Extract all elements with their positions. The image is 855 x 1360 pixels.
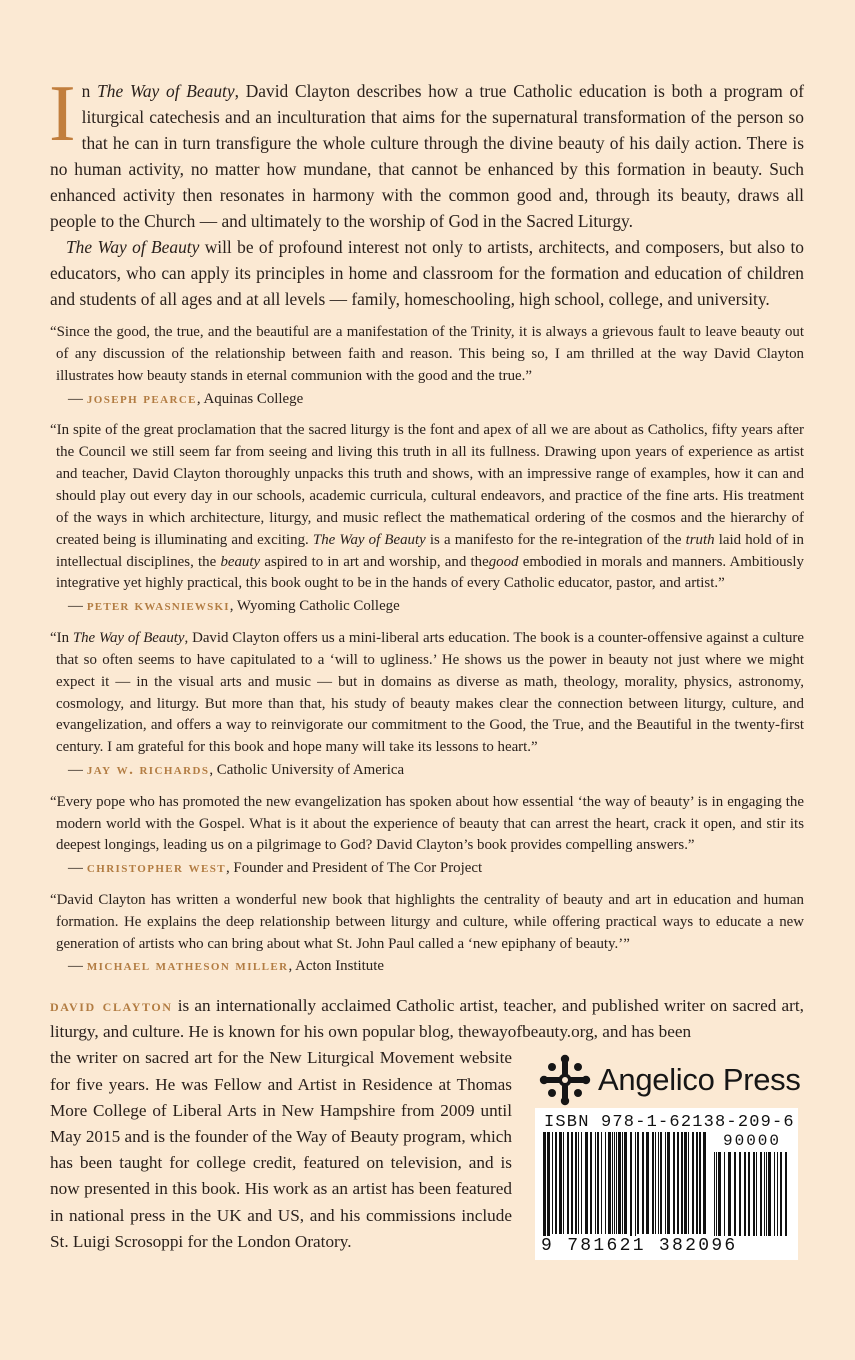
endorsement-quote: “Every pope who has promoted the new evangelization has spoken about how essential ‘the way of beauty’ is in engaging the modern world with the Gospel. What is it about the experience of beauty that can arrest the heart, crack it open, and stir its deepest longings, leading us on a pilgrimage to God? David Clayton’s book provides compelling answers.” bbox=[50, 793, 804, 854]
description-paragraph-1: In The Way of Beauty, David Clayton describes how a true Catholic education is both a program of liturgical catechesis and an inculturation that aims for the supernatural transformation of the person so that he can in turn transfigure the whole culture through the divine beauty of his daily action. There is no human activity, no matter how mundane, that cannot be enhanced by this formation in beauty. Such enhanced activity then resonates in harmony with the common good and, through its beauty, draws all people to the Church — and ultimately to the worship of God in the Sacred Liturgy. bbox=[49, 70, 805, 231]
barcode-bar bbox=[768, 1152, 771, 1236]
barcode-bar bbox=[724, 1152, 725, 1236]
endorser-affiliation: , Acton Institute bbox=[288, 958, 384, 975]
barcode-bar bbox=[780, 1152, 782, 1236]
barcode-bar bbox=[764, 1152, 765, 1236]
endorser-affiliation: , Founder and President of The Cor Project bbox=[225, 860, 483, 877]
barcode-bar bbox=[585, 1132, 588, 1234]
book-description bbox=[49, 70, 805, 312]
barcode-bar bbox=[696, 1132, 698, 1234]
endorser-affiliation: , Aquinas College bbox=[196, 390, 304, 407]
price-addon-number: 90000 bbox=[722, 1132, 781, 1150]
barcode-bar bbox=[753, 1152, 755, 1236]
barcode-bar bbox=[581, 1132, 582, 1234]
endorsement-quote: “Since the good, the true, and the beautiful are a manifestation of the Trinity, it is always a grievous fault to leave beauty out of any discussion of the relationship between faith and reason. This being so, I am thrilled at the way David Clayton illustrates how beauty stands in eternal communion with the good and the true.” bbox=[50, 324, 804, 384]
barcode-bar bbox=[655, 1132, 656, 1234]
author-bio-body: the writer on sacred art for the New Liturgical Movement website for five years. He was Fellow and Artist in Residence at Thomas More College of Liberal Arts in New Hampshire from 2009 until May 2015 and is the founder of the Way of Beauty program, which has been taught for college credit, featured on television, and is now presented in this book. His work as an artist has been featured in national press in the UK and US, and his commissions include St. Luigi Scrosoppi for the London Oratory. bbox=[50, 1048, 512, 1251]
barcode-bar bbox=[597, 1132, 599, 1234]
book-title-italic: The Way of Beauty bbox=[66, 237, 200, 257]
barcode-bar bbox=[608, 1132, 611, 1234]
endorser-affiliation: , Wyoming Catholic College bbox=[229, 598, 400, 615]
barcode-bar bbox=[692, 1132, 694, 1234]
barcode-bar bbox=[555, 1132, 557, 1234]
endorser-name: christopher west bbox=[86, 859, 226, 877]
barcode-bar bbox=[766, 1152, 767, 1236]
barcode-bar bbox=[756, 1152, 757, 1236]
endorsement-attribution: — jay w. richards, Catholic University of America bbox=[68, 761, 405, 779]
endorsement-richards bbox=[50, 628, 804, 782]
endorser-name: jay w. richards bbox=[86, 761, 210, 779]
barcode-bar bbox=[595, 1132, 596, 1234]
barcode-bar bbox=[714, 1152, 715, 1236]
barcode-bar bbox=[612, 1132, 613, 1234]
endorser-name: michael matheson miller bbox=[86, 957, 289, 975]
barcode-bar bbox=[571, 1132, 573, 1234]
barcode-bar bbox=[646, 1132, 649, 1234]
barcode-bar bbox=[601, 1132, 602, 1234]
barcode-bar bbox=[637, 1132, 639, 1234]
barcode-bar bbox=[590, 1132, 592, 1234]
barcode-bar bbox=[667, 1132, 670, 1234]
isbn-barcode bbox=[535, 1108, 798, 1260]
drop-cap: I bbox=[49, 70, 76, 158]
barcode-bar bbox=[699, 1132, 701, 1234]
endorsement-pearce bbox=[50, 322, 804, 411]
endorsement-quote: “David Clayton has written a wonderful new book that highlights the centrality of beauty and art in education and human formation. He explains the deep relationship between liturgy and culture, while offering practical ways to educate a new generation of artists who can bring about what St. John Paul called a ‘new epiphany of beauty.’” bbox=[50, 891, 804, 952]
barcode-bar bbox=[563, 1132, 564, 1234]
barcode-bar bbox=[665, 1132, 666, 1234]
barcode-bar bbox=[718, 1152, 721, 1236]
barcode-bar bbox=[614, 1132, 615, 1234]
endorser-name: joseph pearce bbox=[86, 389, 197, 407]
barcode-bar bbox=[739, 1152, 741, 1236]
isbn-number: ISBN 978-1-62138-209-6 bbox=[544, 1113, 795, 1132]
endorsement-miller bbox=[50, 890, 804, 979]
barcode-bar bbox=[605, 1132, 606, 1234]
barcode-bar bbox=[688, 1132, 689, 1234]
barcode-bar bbox=[567, 1132, 569, 1234]
barcode-bar bbox=[622, 1132, 623, 1234]
endorsement-attribution: — michael matheson miller, Acton Institute bbox=[68, 957, 384, 975]
endorsement-kwasniewski bbox=[50, 420, 804, 618]
book-title-italic: The Way of Beauty bbox=[97, 81, 235, 101]
endorsement-attribution: — joseph pearce, Aquinas College bbox=[68, 389, 304, 407]
endorsement-attribution: — peter kwasniewski, Wyoming Catholic College bbox=[68, 597, 400, 615]
barcode-bar bbox=[658, 1132, 659, 1234]
endorsement-quote: “In spite of the great proclamation that the sacred liturgy is the font and apex of all we are about as Catholics, fifty years after the Council we still seem far from seeing and living this truth in all its fullness. Drawing upon years of experience as artist and teacher, David Clayton thoroughly unpacks this truth and shows, with an impressive range of examples, how it can and should play out every day in our schools, academic curricula, cultural endeavors, and practice of the fine arts. His treatment of the ways in which architecture, liturgy, and music reflect the mathematical ordering of the cosmos and the hierarchy of created being is illuminating and exciting. The Way of Beauty is a manifesto for the re-integration of the truth laid hold of in intellectual disciplines, the beauty aspired to in art and worship, and thegood embodied in morals and manners. Ambitiously integrative yet highly practical, this book ought to be in the hands of every Catholic educator, pastor, and artist.” bbox=[50, 422, 804, 592]
barcode-bar bbox=[673, 1132, 675, 1234]
barcode-bar bbox=[728, 1152, 731, 1236]
barcode-bar bbox=[684, 1132, 687, 1234]
barcode-bar bbox=[616, 1132, 617, 1234]
barcode-bar bbox=[677, 1132, 679, 1234]
barcode-bar bbox=[642, 1132, 644, 1234]
barcode-bar bbox=[547, 1132, 550, 1244]
description-paragraph-2: The Way of Beauty will be of profound interest not only to artists, architects, and composers, but also to educators, who can apply its principles in home and classroom for the formation and education of children and students of all ages and at all levels — family, homeschooling, high school, college, and university. bbox=[50, 237, 804, 309]
barcode-bar bbox=[744, 1152, 746, 1236]
addon-barcode-bars bbox=[713, 1152, 791, 1246]
barcode-bar bbox=[559, 1132, 562, 1234]
barcode-bar bbox=[681, 1132, 683, 1234]
barcode-bar bbox=[543, 1132, 546, 1244]
endorser-name: peter kwasniewski bbox=[86, 597, 230, 615]
barcode-bar bbox=[716, 1152, 717, 1236]
endorsement-attribution: — christopher west, Founder and President of The Cor Project bbox=[68, 859, 483, 877]
barcode-bar bbox=[652, 1132, 654, 1234]
barcode-bar bbox=[703, 1132, 706, 1234]
barcode-bar bbox=[630, 1132, 632, 1244]
barcode-bar bbox=[575, 1132, 577, 1234]
barcode-bar bbox=[660, 1132, 662, 1234]
barcode-bar bbox=[624, 1132, 627, 1234]
barcode-bar bbox=[578, 1132, 579, 1234]
endorsement-quote: “In The Way of Beauty, David Clayton offers us a mini-liberal arts education. The book is a counter-offensive against a culture that so often seems to have capitulated to a ‘will to ugliness.’ He shows us the power in beauty not just where we might expect it — in the visual arts and music — but in domains as diverse as math, theology, morality, physics, astronomy, cosmology, and liturgy. But more than that, his study of beauty makes clear the connection between liturgy, culture, and evangelization, and offers a way to reinvigorate our commitment to the Good, the True, and the Beautiful in the twenty-first century. I am grateful for this book and hope many will take its lessons to heart.” bbox=[50, 629, 804, 756]
barcode-bar bbox=[777, 1152, 778, 1236]
endorsement-west bbox=[50, 792, 804, 881]
endorser-affiliation: , Catholic University of America bbox=[209, 762, 405, 779]
barcode-bar bbox=[635, 1132, 636, 1244]
barcode-bar bbox=[774, 1152, 775, 1236]
angelico-cross-logo-icon bbox=[538, 1053, 592, 1107]
barcode-bar bbox=[552, 1132, 553, 1234]
ean-barcode-bars bbox=[542, 1132, 710, 1244]
author-bio-intro: david clayton is an internationally acclaimed Catholic artist, teacher, and published writer on sacred art, liturgy, and culture. He is known for his own popular blog, thewayofbeauty.org, and has been bbox=[50, 995, 804, 1042]
publisher-logo bbox=[538, 1050, 808, 1110]
barcode-bar bbox=[748, 1152, 750, 1236]
author-name: david clayton bbox=[50, 995, 173, 1015]
ean-digits: 9 781621 382096 bbox=[541, 1236, 738, 1256]
barcode-bar bbox=[734, 1152, 736, 1236]
barcode-bar bbox=[760, 1152, 762, 1236]
barcode-bar bbox=[618, 1132, 621, 1234]
barcode-bar bbox=[785, 1152, 787, 1236]
endorsements bbox=[50, 322, 804, 988]
publisher-name: Angelico Press bbox=[598, 1062, 801, 1097]
